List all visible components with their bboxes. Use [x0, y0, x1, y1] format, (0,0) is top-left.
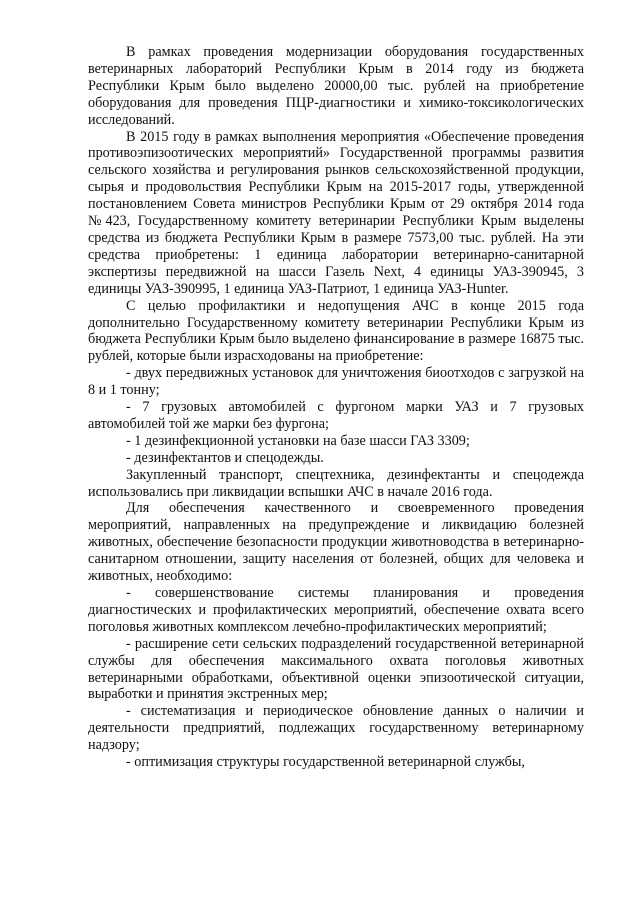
list-item-network-expansion: - расширение сети сельских подразделений государственной ветеринарной службы для обеспечения максимального охвата поголовья животных ветеринарными обработками, объективной оценки эпизоотической ситуации, выработки и принятия экстренных мер;: [88, 635, 584, 703]
paragraph-requirements-intro: Для обеспечения качественного и своевременного проведения мероприятий, направленных на предупреждение и ликвидацию болезней животных, обеспечение безопасности продукции животноводства в ветеринарно-санитарном отношении, защиту населения от болезней, общих для человека и животных, необходимо:: [88, 500, 584, 585]
list-item-biowaste-units: - двух передвижных установок для уничтожения биоотходов с загрузкой на 8 и 1 тонну;: [88, 365, 584, 399]
list-item-disinfection-unit: - 1 дезинфекционной установки на базе шасси ГАЗ 3309;: [126, 432, 470, 449]
paragraph-equipment-usage: Закупленный транспорт, спецтехника, дезинфектанты и спецодежда использовались при ликвидации вспышки АЧС в начале 2016 года.: [88, 466, 584, 500]
paragraph-2015-funding: В 2015 году в рамках выполнения мероприятия «Обеспечение проведения противоэпизоотических мероприятий» Государственной программы развития сельского хозяйства и регулирования рынков сельскохозяйственной продукции, сырья и продовольствия Республики Крым на 2015-2017 годы, утвержденной постановлением Совета министров Республики Крым от 29 октября 2014 года №423, Государственному комитету ветеринарии Республики Крым выделены средства из бюджета Республики Крым в размере 7573,00 тыс. рублей. На эти средства приобретены: 1 единица лаборатории ветеринарно-санитарной экспертизы передвижной на шасси Газель Next, 4 единицы УАЗ-390945, 3 единицы УАЗ-390995, 1 единица УАЗ-Патриот, 1 единица УАЗ-Hunter.: [88, 128, 584, 297]
list-item-planning-improvement: - совершенствование системы планирования и проведения диагностических и профилактических мероприятий, обеспечение охвата всего поголовья животных комплексом лечебно-профилактических мероприятий;: [88, 585, 584, 635]
list-item-data-systematization: - систематизация и периодическое обновление данных о наличии и деятельности предприятий, подлежащих государственному ветеринарному надзору;: [88, 703, 584, 754]
document-page: [88, 44, 584, 771]
list-item-disinfectants: - дезинфектантов и спецодежды.: [126, 449, 324, 466]
paragraph-lab-modernization: В рамках проведения модернизации оборудования государственных ветеринарных лабораторий Республики Крым в 2014 году из бюджета Республики Крым было выделено 20000,00 тыс. рублей на приобретение оборудования для проведения ПЦР-диагностики и химико-токсикологических исследований.: [88, 44, 584, 128]
paragraph-asf-prevention: С целью профилактики и недопущения АЧС в конце 2015 года дополнительно Государственному комитету ветеринарии Республики Крым из бюджета Республики Крым было выделено финансирование в размере 16875 тыс. рублей, которые были израсходованы на приобретение:: [88, 297, 584, 365]
list-item-structure-optimization: - оптимизация структуры государственной ветеринарной службы,: [126, 754, 525, 771]
list-item-trucks: - 7 грузовых автомобилей с фургоном марки УАЗ и 7 грузовых автомобилей той же марки без фургона;: [88, 399, 584, 432]
